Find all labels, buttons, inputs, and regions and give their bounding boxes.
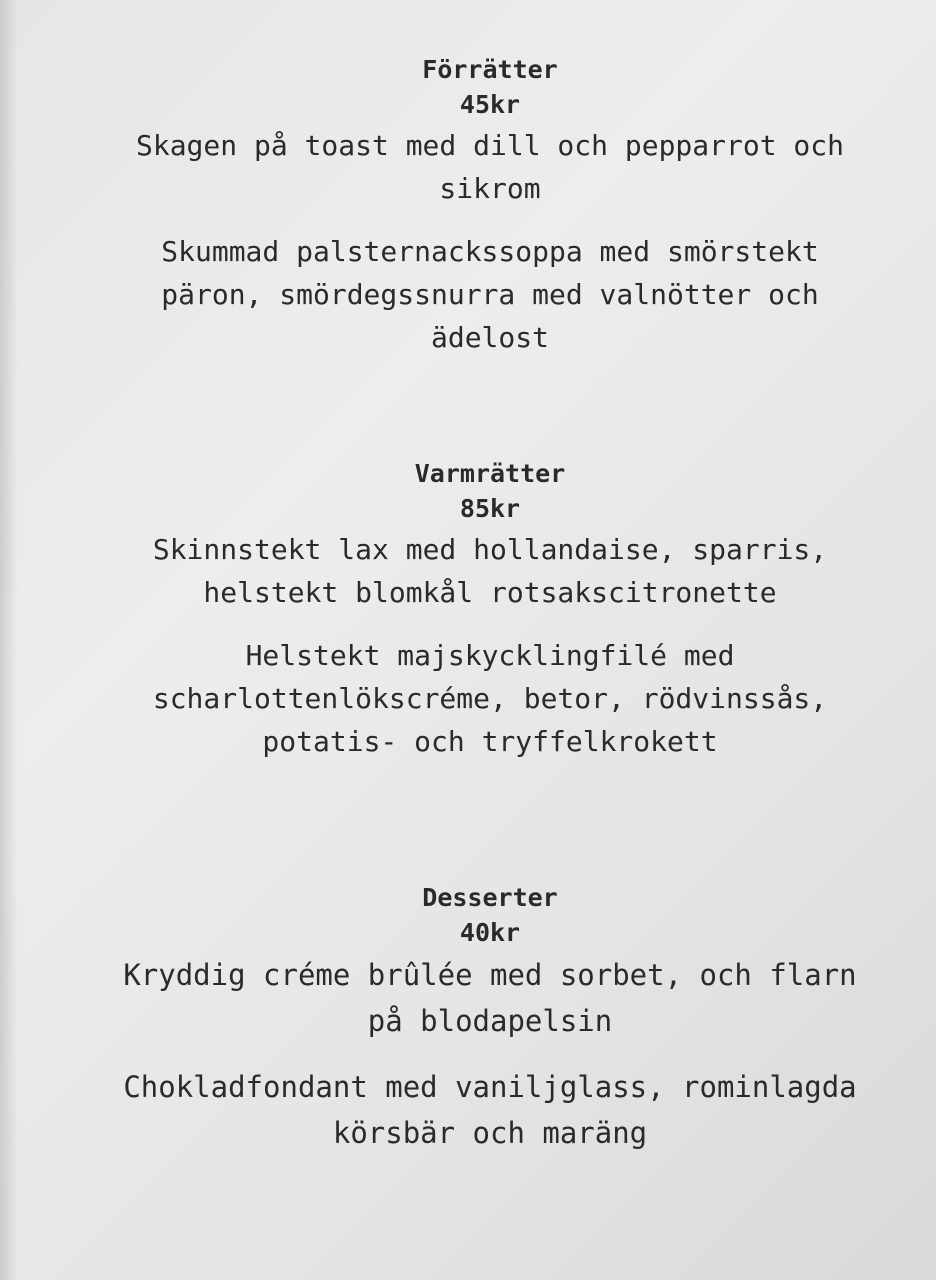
section-desserter — [80, 882, 900, 1156]
dish-line: sikrom — [439, 172, 541, 205]
dish-item — [80, 230, 900, 359]
dish-line: körsbär och maräng — [332, 1116, 648, 1150]
dish-line: päron, smördegssnurra med valnötter och — [161, 278, 819, 311]
dish-item — [80, 1064, 900, 1156]
section-title: Varmrätter — [414, 459, 566, 488]
dish-item — [80, 528, 900, 614]
dish-line: ädelost — [430, 321, 549, 354]
dish-line: Skagen på toast med dill och pepparrot och — [135, 129, 844, 162]
dish-line: Chokladfondant med vaniljglass, rominlagda — [123, 1070, 857, 1104]
dish-line: på blodapelsin — [367, 1004, 613, 1038]
section-varmratter — [80, 458, 900, 763]
dish-line: helstekt blomkål rotsakscitronette — [203, 576, 777, 609]
dish-item — [80, 124, 900, 210]
dish-item — [80, 634, 900, 763]
section-price: 85kr — [459, 494, 521, 523]
section-forratter — [80, 54, 900, 359]
dish-item — [80, 952, 900, 1044]
dish-line: Helstekt majskycklingfilé med — [245, 639, 735, 672]
dish-line: Skummad palsternackssoppa med smörstekt — [161, 235, 819, 268]
section-title: Förrätter — [422, 55, 558, 84]
dish-line: Kryddig créme brûlée med sorbet, och flarn — [123, 958, 857, 992]
section-price: 45kr — [459, 90, 521, 119]
section-title: Desserter — [422, 883, 558, 912]
page-edge-shadow — [0, 0, 18, 1280]
dish-line: scharlottenlökscréme, betor, rödvinssås, — [152, 682, 828, 715]
dish-line: potatis- och tryffelkrokett — [262, 725, 718, 758]
section-price: 40kr — [459, 918, 521, 947]
dish-line: Skinnstekt lax med hollandaise, sparris, — [152, 533, 828, 566]
